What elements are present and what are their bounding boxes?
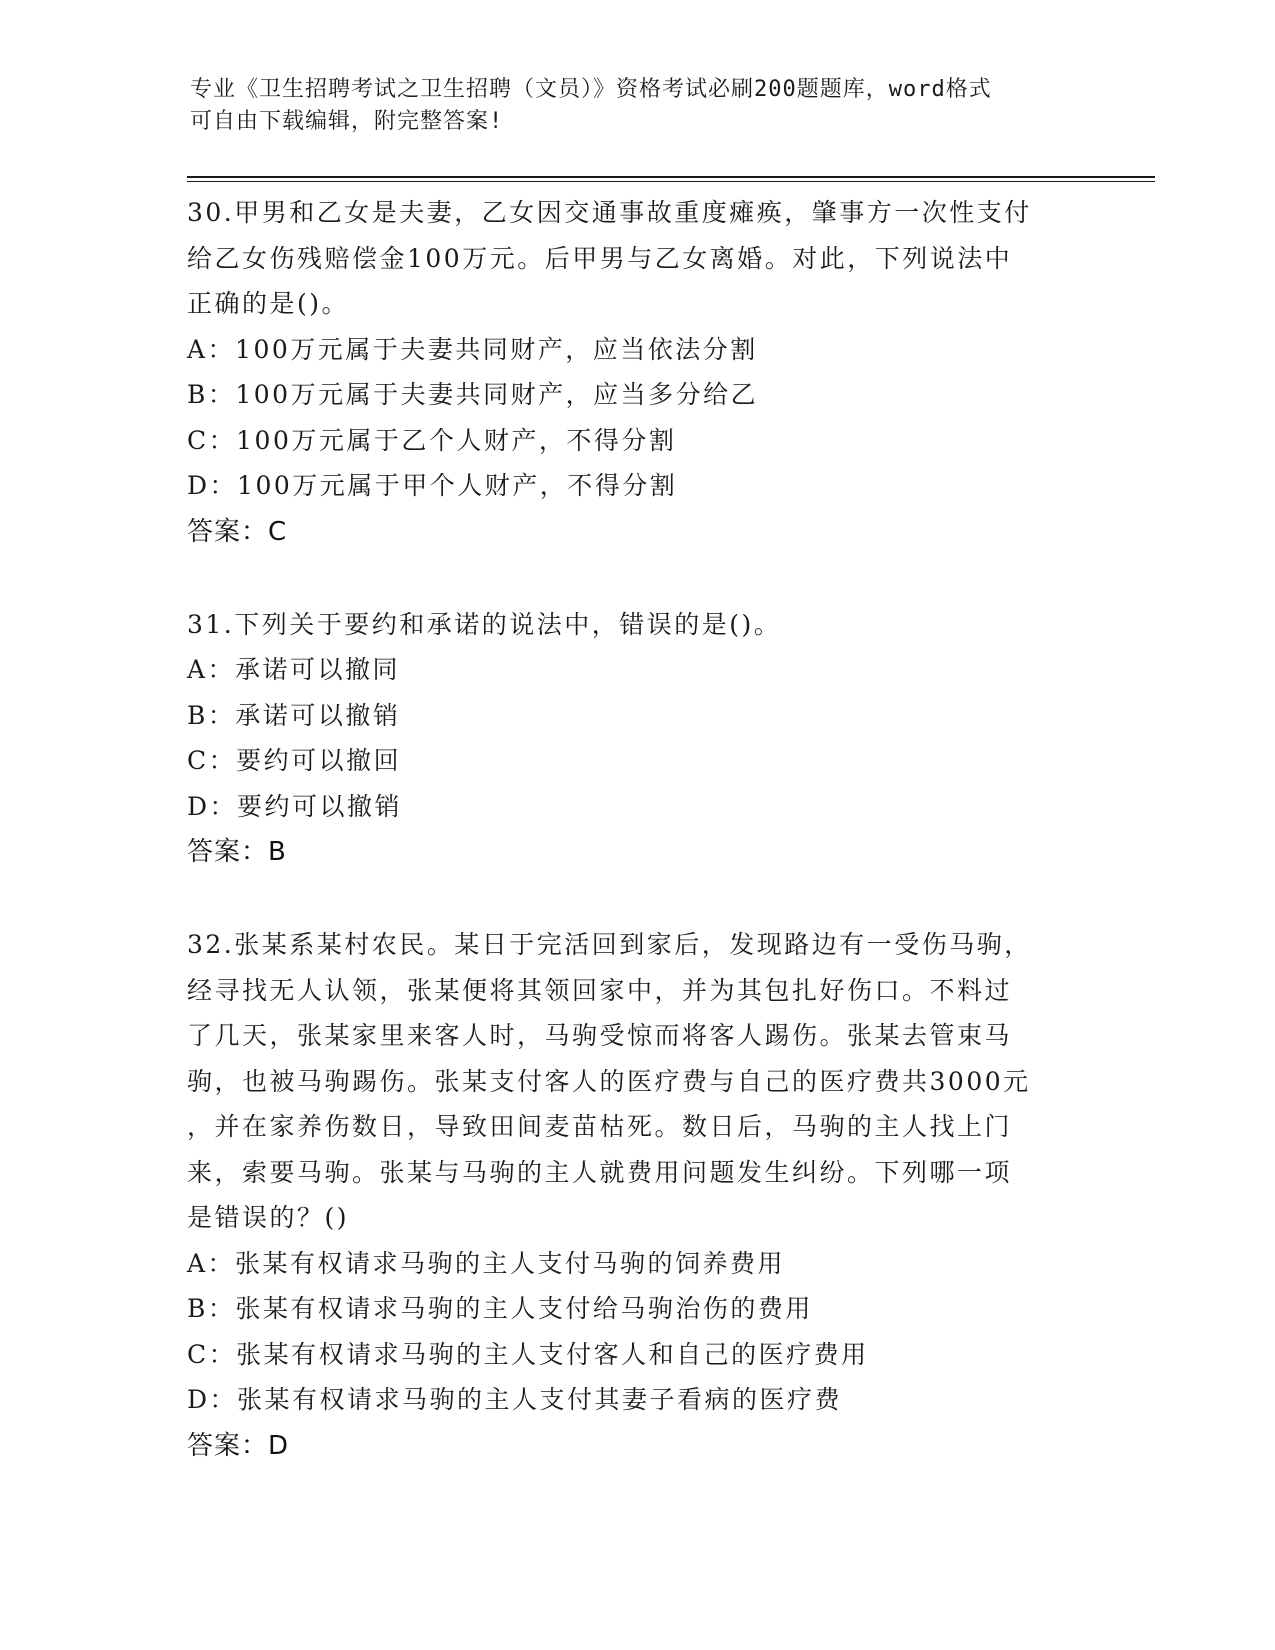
question-stem-line: 30.甲男和乙女是夫妻，乙女因交通事故重度瘫痪，肇事方一次性支付 — [187, 198, 1032, 227]
header-line-1: 专业《卫生招聘考试之卫生招聘（文员）》资格考试必刷200题题库，word格式 — [190, 77, 992, 102]
question-31 — [187, 602, 1087, 876]
option-d: D：张某有权请求马驹的主人支付其妻子看病的医疗费 — [187, 1385, 843, 1414]
question-stem-line: 正确的是()。 — [187, 289, 350, 318]
question-stem-line: 了几天，张某家里来客人时，马驹受惊而将客人踢伤。张某去管束马 — [187, 1021, 1013, 1050]
option-a: A：张某有权请求马驹的主人支付马驹的饲养费用 — [187, 1248, 786, 1278]
question-stem — [187, 190, 1087, 327]
option-d: D：100万元属于甲个人财产，不得分割 — [187, 471, 678, 500]
question-30 — [187, 190, 1087, 555]
option-a: A：100万元属于夫妻共同财产，应当依法分割 — [187, 334, 758, 364]
question-stem-line: 给乙女伤残赔偿金100万元。后甲男与乙女离婚。对此，下列说法中 — [187, 243, 1013, 273]
option-c: C：100万元属于乙个人财产，不得分割 — [187, 425, 677, 455]
option-b: B：承诺可以撤销 — [187, 700, 401, 730]
question-stem-line: 驹，也被马驹踢伤。张某支付客人的医疗费与自己的医疗费共3000元 — [187, 1066, 1031, 1096]
question-stem — [187, 922, 1087, 1241]
header-line-2: 可自由下载编辑，附完整答案! — [190, 109, 504, 134]
answer-label: 答案：B — [187, 837, 287, 867]
question-stem-line: ，并在家养伤数日，导致田间麦苗枯死。数日后，马驹的主人找上门 — [187, 1112, 1013, 1141]
question-stem-line: 31.下列关于要约和承诺的说法中，错误的是()。 — [187, 609, 782, 639]
question-stem-line: 是错误的？() — [187, 1203, 350, 1232]
option-c: C：张某有权请求马驹的主人支付客人和自己的医疗费用 — [187, 1339, 869, 1369]
document-header — [190, 74, 1070, 138]
answer-label: 答案：D — [187, 1430, 290, 1461]
question-32 — [187, 922, 1087, 1469]
header-divider-thick — [187, 176, 1155, 178]
question-stem-line: 经寻找无人认领，张某便将其领回家中，并为其包扎好伤口。不料过 — [187, 975, 1013, 1005]
option-c: C：要约可以撤回 — [187, 746, 402, 775]
option-d: D：要约可以撤销 — [187, 791, 403, 821]
question-list — [187, 190, 1087, 1516]
answer-label: 答案：C — [187, 516, 288, 547]
header-divider-thin — [187, 181, 1155, 182]
question-stem-line: 32.张某系某村农民。某日于完活回到家后，发现路边有一受伤马驹， — [187, 930, 1032, 959]
option-b: B：100万元属于夫妻共同财产，应当多分给乙 — [187, 380, 759, 409]
question-stem-line: 来，索要马驹。张某与马驹的主人就费用问题发生纠纷。下列哪一项 — [187, 1157, 1013, 1187]
option-b: B：张某有权请求马驹的主人支付给马驹治伤的费用 — [187, 1294, 813, 1323]
question-stem — [187, 602, 1087, 648]
option-a: A：承诺可以撤同 — [187, 655, 401, 684]
